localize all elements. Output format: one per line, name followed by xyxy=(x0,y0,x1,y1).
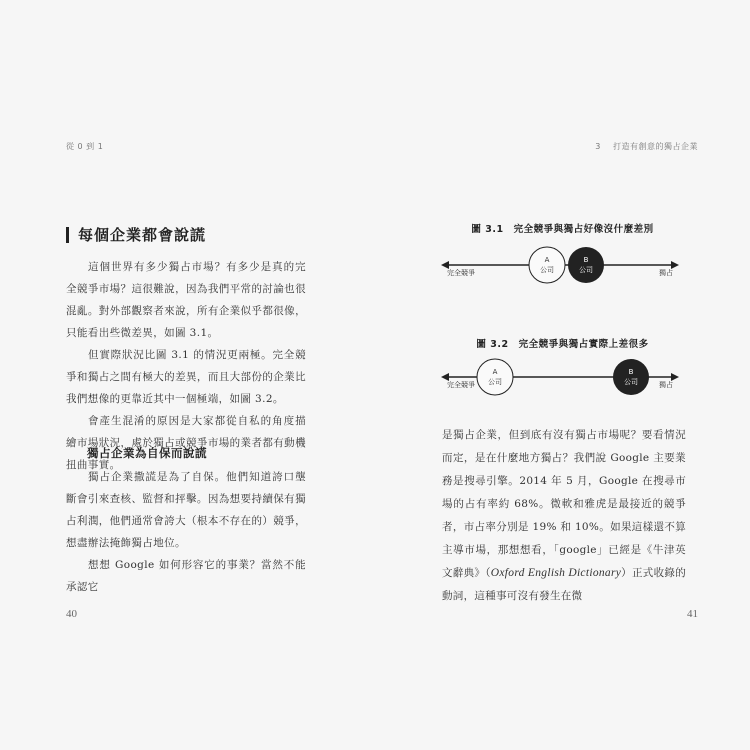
company-a-circle xyxy=(529,247,565,283)
axis-label-perfect-competition: 完全競爭 xyxy=(447,269,475,277)
company-b-label: 公司 xyxy=(624,378,638,386)
company-a-letter: A xyxy=(492,368,498,376)
arrow-left-icon xyxy=(441,261,449,269)
figure-number: 圖 3.2 xyxy=(476,339,509,350)
text-run: ）正式收錄的動詞，這種事可沒有發生在微 xyxy=(442,567,687,602)
page-number: 41 xyxy=(687,608,698,620)
subsection-heading: 獨占企業為自保而說謊 xyxy=(87,446,207,460)
figure-3-2-caption xyxy=(375,336,750,350)
figure-number: 圖 3.1 xyxy=(471,224,504,235)
chapter-number: 3 xyxy=(595,142,601,151)
body-text-block-2 xyxy=(66,466,306,598)
figure-title: 完全競爭與獨占實際上差很多 xyxy=(518,339,649,350)
text-run: 是獨占企業，但到底有沒有獨占市場呢？要看情況而定，是在什麼地方獨占？我們說 Google 主要業務是搜尋引擎。2014 年 5 月，Google 在搜尋市場的占有率約 68%。微軟和雅虎是最接近的競爭者，市占率分別是 19% 和 10%。如果這樣還不算主導市場，那想想看，「google」已經是《牛津英文辭典》（ xyxy=(442,429,686,579)
right-page xyxy=(375,0,750,750)
company-a-circle xyxy=(477,359,513,395)
section-title xyxy=(66,224,206,245)
figure-title: 完全競爭與獨占好像沒什麼差別 xyxy=(513,224,654,235)
axis-label-monopoly: 獨占 xyxy=(659,269,673,277)
section-title-text: 每個企業都會說謊 xyxy=(78,226,207,244)
arrow-left-icon xyxy=(441,373,449,381)
company-a-letter: A xyxy=(544,256,550,264)
arrow-right-icon xyxy=(671,261,679,269)
running-head-book-title: 從 0 到 1 xyxy=(66,142,104,151)
paragraph: 想想 Google 如何形容它的事業？當然不能承認它 xyxy=(66,559,306,593)
company-b-circle xyxy=(568,247,604,283)
paragraph: 但實際狀況比圖 3.1 的情況更兩極。完全競爭和獨占之間有極大的差異，而且大部份的企業比我們想像的更靠近其中一個極端，如圖 3.2。 xyxy=(66,349,306,405)
right-page-body-text xyxy=(442,424,686,608)
company-b-circle xyxy=(613,359,649,395)
company-a-label: 公司 xyxy=(540,266,554,274)
company-b-label: 公司 xyxy=(579,266,593,274)
paragraph: 這個世界有多少獨占市場？有多少是真的完全競爭市場？這很難說，因為我們平常的討論也很混亂。對外部觀察者來說，所有企業似乎都很像，只能看出些微差異，如圖 3.1。 xyxy=(66,261,306,339)
chapter-title: 打造有創意的獨占企業 xyxy=(613,142,698,151)
italic-title: Oxford English Dictionary xyxy=(490,567,622,579)
paragraph: 獨占企業撒謊是為了自保。他們知道誇口壟斷會引來查核、監督和抨擊。因為想要持續保有獨占利潤，他們通常會誇大（根本不存在的）競爭，想盡辦法掩飾獨占地位。 xyxy=(66,471,306,549)
page-number: 40 xyxy=(66,608,77,620)
axis-label-perfect-competition: 完全競爭 xyxy=(447,381,475,389)
company-b-letter: B xyxy=(583,256,589,264)
body-text-block-1 xyxy=(66,256,306,476)
figure-3-2-diagram xyxy=(375,352,750,402)
section-marker-bar xyxy=(66,227,69,243)
running-head-chapter xyxy=(595,141,698,152)
arrow-right-icon xyxy=(671,373,679,381)
company-b-letter: B xyxy=(628,368,634,376)
figure-3-1-diagram xyxy=(375,240,750,290)
company-a-label: 公司 xyxy=(488,378,502,386)
paragraph: 會產生混淆的原因是大家都從自私的角度描繪市場狀況，處於獨占或競爭市場的業者都有動機扭曲事實。 xyxy=(66,415,306,471)
axis-label-monopoly: 獨占 xyxy=(659,381,673,389)
figure-3-1-caption xyxy=(375,221,750,235)
